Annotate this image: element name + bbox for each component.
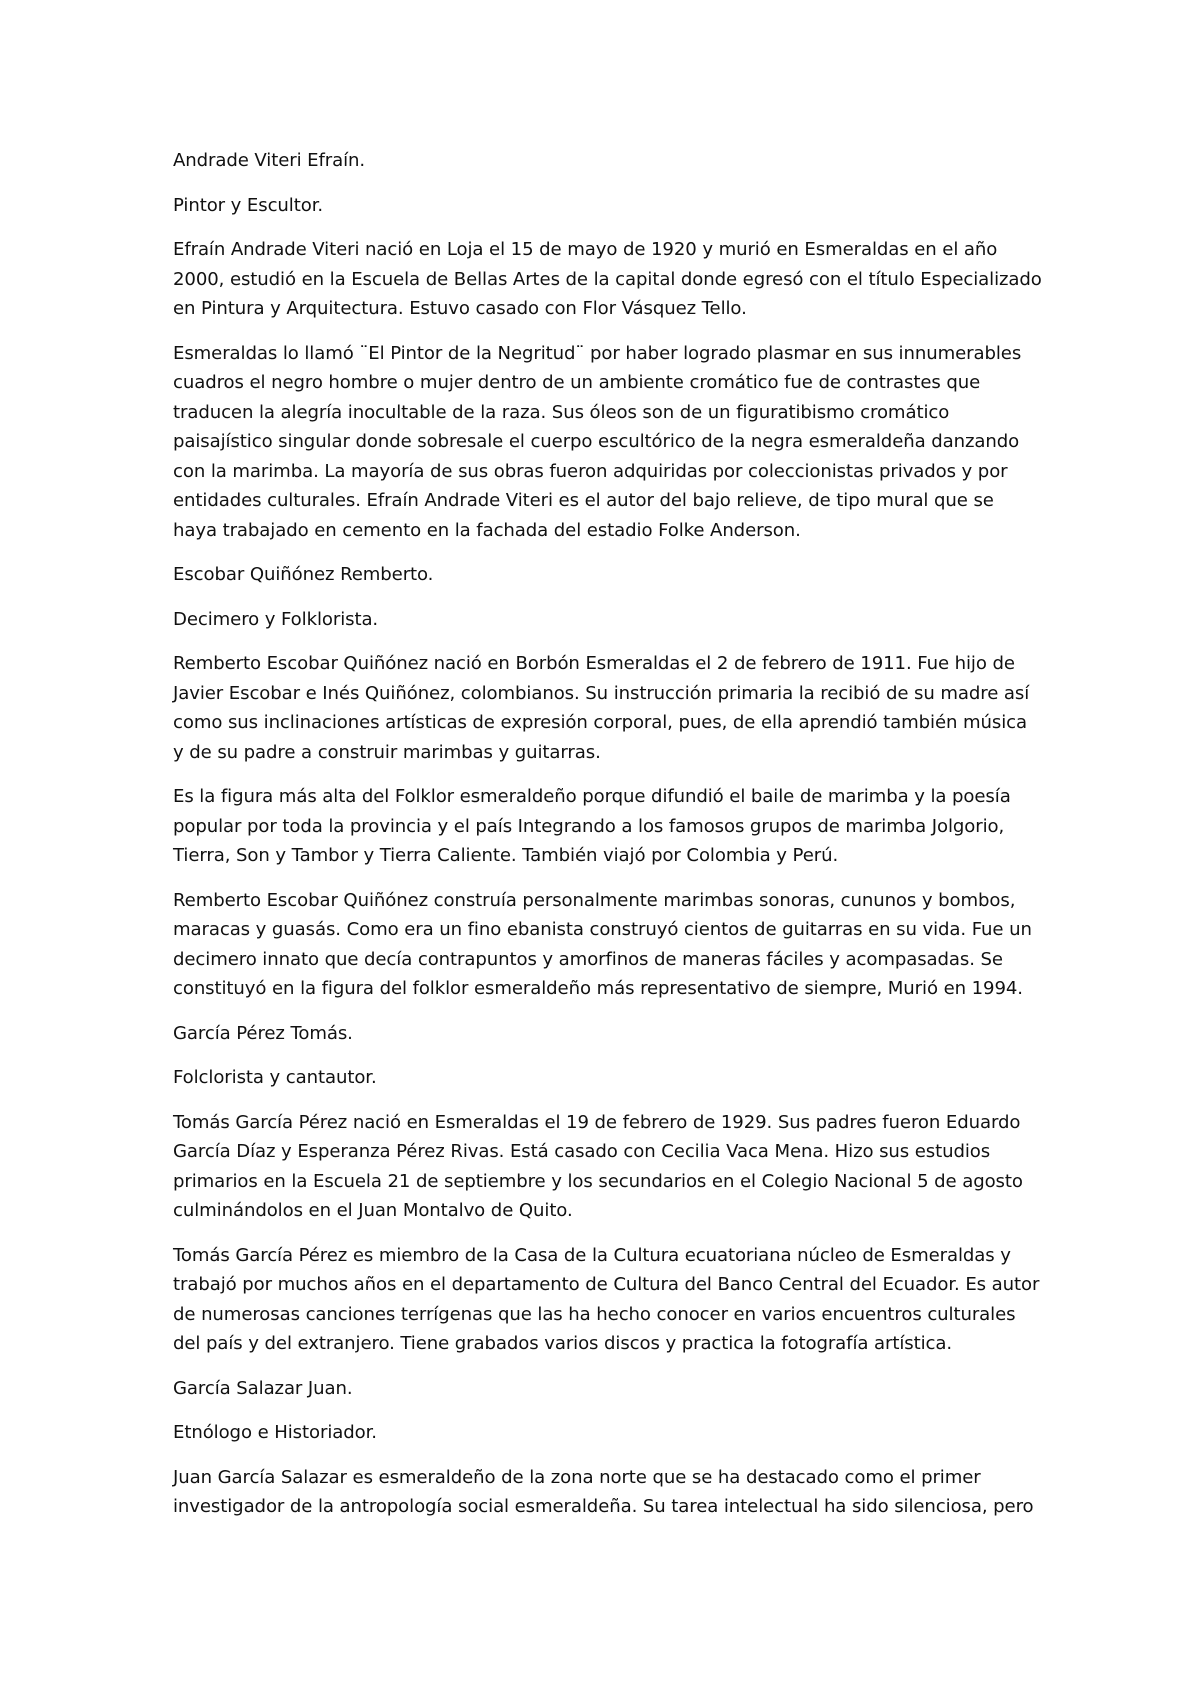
- paragraph-andrade-bio: Efraín Andrade Viteri nació en Loja el 15 de mayo de 1920 y murió en Esmeraldas en el año 2000, estudió en la Escuela de Bellas Artes de la capital donde egresó con el título Especializado en Pintura y Arquitectura. Estuvo casado con Flor Vásquez Tello.: [173, 239, 1042, 319]
- paragraph-garcia-salazar-bio: Juan García Salazar es esmeraldeño de la zona norte que se ha destacado como el primer investigador de la antropología social esmeraldeña. Su tarea intelectual ha sido silenciosa, pero: [173, 1466, 1034, 1517]
- subtitle-decimero-folklorista: Decimero y Folklorista.: [173, 608, 379, 630]
- heading-garcia-perez: García Pérez Tomás.: [173, 1022, 353, 1044]
- subtitle-pintor-escultor: Pintor y Escultor.: [173, 194, 324, 216]
- subtitle-etnologo-historiador: Etnólogo e Historiador.: [173, 1422, 377, 1443]
- subtitle-folclorista-cantautor: Folclorista y cantautor.: [173, 1067, 377, 1088]
- heading-andrade-viteri: Andrade Viteri Efraín.: [173, 150, 366, 171]
- document-body: [173, 146, 1043, 1537]
- heading-garcia-salazar: García Salazar Juan.: [173, 1377, 353, 1399]
- paragraph-andrade-work: Esmeraldas lo llamó ¨El Pintor de la Negritud¨ por haber logrado plasmar en sus innumerables cuadros el negro hombre o mujer dentro de un ambiente cromático fue de contrastes que traducen la alegría inocultable de la raza. Sus óleos son de un figuratibismo cromático paisajístico singular donde sobresale el cuerpo escultórico de la negra esmeraldeña danzando con la marimba. La mayoría de sus obras fueron adquiridas por coleccionistas privados y por entidades culturales. Efraín Andrade Viteri es el autor del bajo relieve, de tipo mural que se haya trabajado en cemento en la fachada del estadio Folke Anderson.: [173, 342, 1022, 541]
- paragraph-escobar-bio: Remberto Escobar Quiñónez nació en Borbón Esmeraldas el 2 de febrero de 1911. Fue hijo de Javier Escobar e Inés Quiñónez, colombianos. Su instrucción primaria la recibió de su madre así como sus inclinaciones artísticas de expresión corporal, pues, de ella aprendió también música y de su padre a construir marimbas y guitarras.: [173, 653, 1030, 763]
- paragraph-escobar-folklor: Es la figura más alta del Folklor esmeraldeño porque difundió el baile de marimba y la poesía popular por toda la provincia y el país Integrando a los famosos grupos de marimba Jolgorio, Tierra, Son y Tambor y Tierra Caliente. También viajó por Colombia y Perú.: [173, 786, 1011, 866]
- heading-escobar-quinonez: Escobar Quiñónez Remberto.: [173, 564, 434, 585]
- paragraph-garcia-perez-work: Tomás García Pérez es miembro de la Casa de la Cultura ecuatoriana núcleo de Esmeraldas y trabajó por muchos años en el departamento de Cultura del Banco Central del Ecuador. Es autor de numerosas canciones terrígenas que las ha hecho conocer en varios encuentros culturales del país y del extranjero. Tiene grabados varios discos y practica la fotografía artística.: [173, 1244, 1040, 1354]
- paragraph-escobar-instruments: Remberto Escobar Quiñónez construía personalmente marimbas sonoras, cununos y bombos, maracas y guasás. Como era un fino ebanista construyó cientos de guitarras en su vida. Fue un decimero innato que decía contrapuntos y amorfinos de maneras fáciles y acompasadas. Se constituyó en la figura del folklor esmeraldeño más representativo de siempre, Murió en 1994.: [173, 889, 1032, 999]
- paragraph-garcia-perez-bio: Tomás García Pérez nació en Esmeraldas el 19 de febrero de 1929. Sus padres fueron Eduardo García Díaz y Esperanza Pérez Rivas. Está casado con Cecilia Vaca Mena. Hizo sus estudios primarios en la Escuela 21 de septiembre y los secundarios en el Colegio Nacional 5 de agosto culminándolos en el Juan Montalvo de Quito.: [173, 1111, 1023, 1221]
